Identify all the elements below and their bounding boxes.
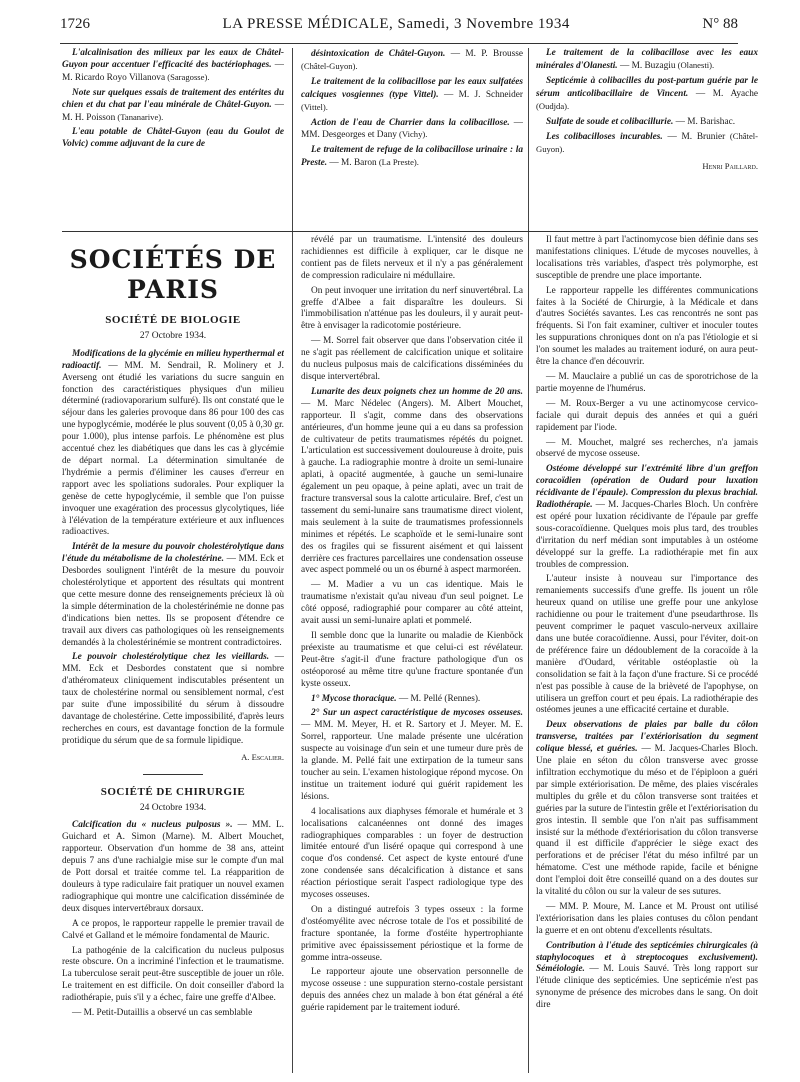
authors: — MM. Eck et Desbordes [62, 554, 284, 577]
society-title-biology: SOCIÉTÉ DE BIOLOGIE [105, 314, 241, 326]
place-name: (Châtel-Guyon). [301, 60, 358, 71]
article-title: Action de l'eau de Charrier dans la colibacillose. [311, 117, 510, 128]
paragraph [536, 48, 758, 73]
authors: — MM. M. Meyer, H. et R. Sartory et J. Meyer. M. E. Sorrel, [301, 720, 523, 743]
column-divider [528, 48, 529, 1073]
article-title: Les colibacilloses incurables. [546, 132, 663, 143]
surgery-articles [62, 820, 284, 1020]
body-text: Il semble donc que la lunarite ou maladie de Kienböck préexiste au traumatisme et que celui-ci est révélateur. Peut-être s'agit-il d'une fracture pathologique d'un os ostéoporosé au même titre qu'une fracture spontanée d'un kyste osseux. [301, 631, 523, 689]
author-signature: A. Escalier. [241, 751, 284, 762]
place-name: (Vichy). [396, 129, 428, 140]
biology-articles [62, 349, 284, 748]
article-title: Sulfate de soude et colibacillurie. [546, 116, 674, 127]
place-name: (Olanesti). [675, 59, 715, 70]
paragraph [536, 235, 758, 283]
paragraph [301, 145, 523, 170]
page-header [60, 16, 738, 44]
article-title: Le pouvoir cholestérolytique chez les vieillards. [72, 652, 270, 663]
authors: — M. Roux-Berger [546, 398, 625, 409]
place-name: (Châtel-Guyon). [536, 131, 758, 155]
body-text: rapporteur. Une malade présente une ulcération suspecte au voisinage d'un sein et une tumeur dure près de la glande. M. Pellé fait une extirpation de la tumeur sans toucher au sein. L'examen histologique répond mycose. On institue un traitement ioduré qui guérit rapidement les lésions. [301, 732, 523, 802]
paragraph [536, 902, 758, 938]
column-1 [62, 235, 284, 1075]
article-title: 1° Mycose thoracique. [311, 693, 397, 704]
paragraph [62, 919, 284, 943]
society-title-surgery: SOCIÉTÉ DE CHIRURGIE [100, 785, 246, 798]
article-title: désintoxication de Châtel-Guyon. [311, 49, 446, 59]
author-signature: Henri Paillard. [702, 161, 758, 172]
paragraph [301, 387, 523, 578]
paragraph [301, 905, 523, 965]
article-title: Calcification du « nucleus pulposus ». [72, 820, 233, 831]
authors: — M. Jacques-Charles Bloch. [637, 744, 758, 755]
authors: — MM. Desgeorges et Dany [301, 117, 523, 141]
column-divider [292, 48, 293, 1073]
body-text: On a distingué autrefois 3 types osseux : la forme d'ostéomyélite avec nécrose totale de l'os et possibilité de fracture spontanée, la forme d'ostéite hypertrophiante primitive avec épaississement périostique et la forme de gomme intra-osseuse. [301, 904, 523, 963]
place-name: (Tananarive). [115, 111, 164, 122]
paragraph [301, 694, 523, 706]
place-name: (Oudjda). [536, 100, 570, 111]
article-title: L'eau potable de Châtel-Guyon (eau du Goulot de Volvic) comme adjuvant de la cure de [62, 127, 284, 150]
body-text: Très long rapport sur l'étude clinique des septicémies. Une septicémie n'est pas synonyme de présence des microbes dans le sang. On doit dire [536, 964, 758, 1011]
issue-number: N° 88 [702, 16, 738, 32]
authors: — MM. M. Sendrail, R. Molinery et J. Averseng [62, 360, 284, 383]
paragraph [62, 48, 284, 85]
authors: — M. Petit-Dutaillis [72, 1008, 149, 1019]
section-heading: SOCIÉTÉS DE PARIS [69, 245, 277, 304]
article-title: Deux observations de plaies par balle du côlon transverse, traitées par l'extériorisation du segment colique blessé, et guéries. [536, 720, 758, 755]
article-title: L'alcalinisation des milieux par les eaux de Châtel-Guyon pour accentuer l'efficacité des bactériophages. [62, 48, 284, 70]
body-text: malgré ses recherches, n'a jamais observé de mycose osseuse. [536, 437, 758, 460]
paragraph [301, 807, 523, 902]
journal-title: LA PRESSE MÉDICALE, Samedi, 3 Novembre 1934 [222, 16, 570, 32]
body-text: Il faut mettre à part l'actinomycose bien définie dans ses manifestations cliniques. L'étude de mycoses nouvelles, à localisations très variables, d'aspect très polymorphe, est susceptible de prendre une place importante. [536, 235, 758, 281]
article-title: Modifications de la glycémie en milieu hyperthermal et radioactif. [62, 348, 284, 371]
paragraph [536, 720, 758, 899]
top-column-1 [62, 48, 284, 234]
authors: — M. Buzagiu [617, 60, 676, 71]
paragraph [536, 941, 758, 1012]
body-text: (Rennes). [442, 693, 481, 704]
body-text: révélé par un traumatisme. L'intensité des douleurs rachidiennes est difficile à expliquer, car le disque ne contient pas de filets nerveux et il n'y a pas généralement de compression radiculaire ni médullaire. [301, 235, 523, 281]
authors: — M. Mauclaire [546, 371, 610, 382]
paragraph [536, 286, 758, 369]
paragraph [536, 131, 758, 157]
authors: — M. Louis Sauvé. [584, 964, 670, 975]
paragraph [536, 372, 758, 396]
paragraph [62, 946, 284, 1006]
paragraph [62, 349, 284, 540]
authors: — M. P. Brousse [445, 49, 523, 59]
article-title: Lunarite des deux poignets chez un homme de 20 ans. [311, 386, 523, 397]
article-title: Le traitement de refuge de la colibacillose urinaire : la Preste. [301, 145, 523, 169]
authors: — M. J. Schneider [438, 89, 523, 100]
paragraph [536, 438, 758, 462]
paragraph [301, 118, 523, 143]
paragraph [536, 464, 758, 571]
section-rule [62, 231, 758, 232]
body-text: rapporteur. Il s'agit, comme dans des observations antérieures, d'un homme jeune qui a eu dans sa profession de cultivateur de petits traumatismes répétés du poignet. L'articulation est successivement douloureuse à droite, puis à gauche. La radiographie montre à droite un semi-lunaire aplati, à opacité augmentée, à gauche un semi-lunaire également un peu opaque, à peine aplati, avec un trait de fracture transversal sous la calotte articulaire. Bref, c'est un tassement du semi-lunaire sans traumatisme direct violent, mais seulement à la suite de traumatismes professionnels minimes et répétés. Le scaphoïde et le semi-lunaire sont des os fragiles qui se fissurent aisément et qui laissent derrière ces fractures parcellaires une condensation osseuse avec aspect pommelé ou un os éburné à aspect marmoréen. [301, 410, 523, 576]
body-text: La pathogénie de la calcification du nucleus pulposus reste obscure. On a incriminé l'infection et le traumatisme. La tuberculose serait peut-être susceptible de jouer un rôle. Le traitement en est difficile. On doit conseiller d'abord la radiothérapie, puis s'il y a échec, faire une greffe d'Albee. [62, 945, 284, 1004]
divider [143, 774, 203, 775]
authors: — M. Barishac. [673, 116, 736, 127]
paragraph [62, 542, 284, 649]
paragraph [536, 574, 758, 717]
authors: — M. Baron [327, 158, 377, 169]
paragraph [301, 631, 523, 691]
article-title: Septicémie à colibacilles du post-partum guérie par le sérum anticolibacillaire de Vincent. [536, 75, 758, 99]
article-title: 2° Sur un aspect caractéristique de mycoses osseuses. [311, 708, 523, 719]
authors: — M. Jacques-Charles Bloch. [592, 500, 710, 511]
paragraph [301, 77, 523, 115]
authors: — M. Madier [311, 580, 373, 591]
body-text: a vu une actinomycose cervico-faciale qui durait depuis des années et qui a guéri rapidement par l'iode. [536, 398, 758, 433]
page-number: 1726 [60, 16, 90, 32]
paragraph [301, 286, 523, 334]
place-name: (Saragosse). [165, 71, 210, 82]
body-text: ont étudié les variations du sucre sanguin en fonction des caractéristiques physiques d'un milieu déterminé (radiovaporarium sulfuré). Ils ont constaté que le séjour dans les galeries provoque dans 86 pour 100 des cas une hypoglycémie, modérée le plus souvent (0,05 à 0,30 gr. pour 1.000), plus intense parfois. Le phénomène est plus accentué chez les diabétiques que dans les cas à glycémie de départ normal. La détermination simultanée de l'hydrémie a permis d'éliminer les causes d'erreur en rapport avec les spoliations sudorales. Pour expliquer la genèse de cette hypoglycémie, il semble que l'on puisse invoquer une exagération des processus glycolytiques, liée à l'élévation de la température extérieure et aux influences radioactives. [62, 372, 284, 538]
authors: — MM. Eck et Desbordes [62, 652, 284, 675]
paragraph [62, 652, 284, 747]
body-text: rapporteur. Observation d'un homme de 38 ans, atteint depuis 7 ans d'une rachialgie mise sur le compte d'un mal de Pott dorsal et traitée comme tel. La réapparition de douleurs à type radiculaire fait pratiquer un nouvel examen radiographique qui montre une calcification disséminée de deux disques intervertébraux dorsaux. [62, 844, 284, 914]
meeting-date: 24 Octobre 1934. [139, 802, 207, 813]
paragraph [301, 235, 523, 283]
body-text: Une plaie en séton du côlon transverse avec grosse infiltration ecchymotique du méso et de l'épiploon a guéri par simple extériorisation. De même, des plaies viscérales multiples du grêle et du côlon transverse sont traitées et guéries par la suture de l'intestin grêle et l'extériorisation du gros intestin. Il semble que l'on n'ait pas suffisamment insisté sur la méthode d'extériorisation du côlon transverse quand il est difficile d'apprécier le siège exact des perforations et de préciser l'état du méso infiltré par un hématome. C'est une méthode rapide, facile et bénigne dont l'emploi doit être conseillé quand on a des doutes sur la vitalité du côlon ou sur la valeur de ses sutures. [536, 756, 758, 898]
article-title: Intérêt de la mesure du pouvoir cholestérolytique dans l'étude du métabolisme de la cholestérine. [62, 542, 284, 565]
article-title: Le traitement de la colibacillose avec les eaux minérales d'Olanesti. [536, 48, 758, 71]
paragraph [536, 399, 758, 435]
article-title: Contribution à l'étude des septicémies chirurgicales (à staphylocoques et à streptocoques exclusivement). Séméiologie. [536, 940, 758, 975]
authors: — M. Marc Nédelec (Angers). M. Albert Mouchet, [301, 398, 523, 409]
authors: — M. Ricardo Royo Villanova [62, 59, 284, 83]
body-text: a vu un cas identique. Mais le traumatisme n'existait qu'au niveau d'un seul poignet. Le côté opposé, radiographié pour comparer au côté atteint, avait aussi un semi-lunaire aplati et pommelé. [301, 580, 523, 627]
place-name: (La Preste). [376, 157, 419, 168]
body-text: a publié un cas de sporotrichose de la partie moyenne de l'humérus. [536, 371, 758, 394]
paragraph [62, 127, 284, 151]
column-3 [536, 235, 758, 1075]
body-text: Un confrère est opéré pour luxation récidivante de l'épaule par greffe sous-coracoïdienne. Quelques mois plus tard, des troubles d'irritation du nerf médian sont imputables à un ostéome développé sur la greffe. La radiothérapie met fin aux troubles de compression. [536, 500, 758, 570]
body-text: fait observer que dans l'observation citée il ne s'agit pas réellement de calcification unique et solitaire du nucleus pulposus mais de calcifications disséminées du disque intervertébral. [301, 336, 523, 382]
authors: — M. Brunier [662, 132, 726, 143]
article-title: Le traitement de la colibacillose par les eaux sulfatées calciques vosgiennes (type Vittel). [301, 76, 523, 100]
meeting-date: 27 Octobre 1934. [139, 330, 207, 341]
paragraph [62, 820, 284, 915]
paragraph [301, 48, 523, 74]
paragraph [301, 708, 523, 803]
place-name: (Vittel). [301, 101, 328, 112]
body-text: 4 localisations aux diaphyses fémorale et humérale et 3 localisations calcanéennes ont donné des images radiographiques comparables : un foyer de destruction limitée entouré d'un liséré opaque qui correspond à une coque d'os condensé. Cet aspect de kyste entouré d'une zone condensée sans décalcification à distance et sans réaction périostique serait l'aspect radiologique type des mycoses osseuses. [301, 806, 523, 901]
body-text: A ce propos, le rapporteur rappelle le premier travail de Calvé et Galland et le mémoire fondamental de Mauric. [62, 918, 284, 941]
body-text: On peut invoquer une irritation du nerf sinuvertébral. La greffe d'Albee a fait disparaître les douleurs. Si l'immobilisation n'atténue pas les douleurs, il y aurait peut-être à envisager la radicotomie postérieure. [301, 285, 523, 332]
authors: — M. Sorrel [311, 336, 359, 347]
body-text: Le rapporteur rappelle les différentes communications faites à la Société de Chirurgie, à la Médicale et dans d'autres Sociétés savantes. Les cas rencontrés ne sont pas fréquents. Si l'on fait examiner, cultiver et inoculer toutes les suppurations chroniques dont on n'a pas l'étiologie et si l'on soumet les malades au traitement ioduré, on aura peut-être la chance d'en découvrir. [536, 285, 758, 368]
authors: — M. H. Poisson [62, 99, 284, 123]
top-column-3 [536, 48, 758, 234]
article-title: Note sur quelques essais de traitement des entérites du chien et du chat par l'eau minérale de Châtel-Guyon. [62, 87, 284, 110]
body-text: Le rapporteur ajoute une observation personnelle de mycose osseuse : une suppuration sterno-costale persistant depuis des années chez un malade à bon état général a été guérie rapidement par le traitement ioduré. [301, 967, 523, 1014]
authors: — MM. L. Guichard et A. Simon (Marne). M. Albert Mouchet, [62, 820, 284, 843]
top-column-2 [301, 48, 523, 234]
authors: — MM. P. Moure, M. Lance et M. Proust [546, 901, 716, 912]
article-title: Ostéome développé sur l'extrémité libre d'un greffon coracoïdien (opération de Oudard pour luxation récidivante de l'épaule). Compression du plexus brachial. Radiothérapie. [536, 464, 758, 511]
body-text: L'auteur insiste à nouveau sur l'importance des remaniements successifs d'une greffe. Ils jouent un rôle heureux quand on utilise une greffe pour une ankylose rachidienne ou pour le traitement d'une pseudarthrose. Ils peuvent comprimer le paquet vasculo-nerveux axillaire dans une butée coracoïdienne. Aussi, pour l'éviter, doit-on de préférence faire un dédoublement de la coracoïde à la manière d'Oudard, véritable ostéoplastie où la consolidation se fait à la façon d'une fracture. Si ce procédé n'est pas possible à cause de la brièveté de l'apophyse, on utilisera un greffon court et peu épais. La radiothérapie des ostéomes jeunes a une efficacité certaine et durable. [536, 574, 758, 716]
paragraph [62, 1008, 284, 1020]
paragraph [536, 117, 758, 129]
column-2 [301, 235, 523, 1075]
authors: — M. Ayache [688, 88, 758, 99]
paragraph [301, 336, 523, 384]
body-text: ont utilisé l'extériorisation dans les plaies contuses du côlon pendant la guerre et en ont obtenu d'excellents résultats. [536, 901, 758, 936]
paragraph [301, 580, 523, 628]
paragraph [301, 967, 523, 1015]
body-text: a observé un cas semblable [148, 1008, 253, 1019]
body-text: constatent que si nombre d'athéromateux cliniquement indiscutables présentent un taux de cholestérine normal ou sensiblement normal, c'est par suite d'une impossibilité du sérum à dissoudre davantage de cholestérine. Cette impossibilité, d'après leurs recherches en cours, est davantage fonction de la formule protidique du sérum que de sa formule lipidique. [62, 664, 284, 746]
authors: — M. Mouchet, [546, 437, 614, 448]
paragraph [536, 76, 758, 114]
body-text: soulignent l'intérêt de la mesure du pouvoir cholestérolytique et apportent des résultats qui montrent que cette mesure donne des renseignements précieux là où la simple détermination de la cholestérinémie ne donne pas d'indications bien nettes. Ils se proposent d'étendre ce travail aux divers cas pathologiques où les renseignements demandés à la cholestérinémie se montrent contradictoires. [62, 566, 284, 648]
paragraph [62, 88, 284, 125]
authors: — M. Pellé [396, 693, 443, 704]
